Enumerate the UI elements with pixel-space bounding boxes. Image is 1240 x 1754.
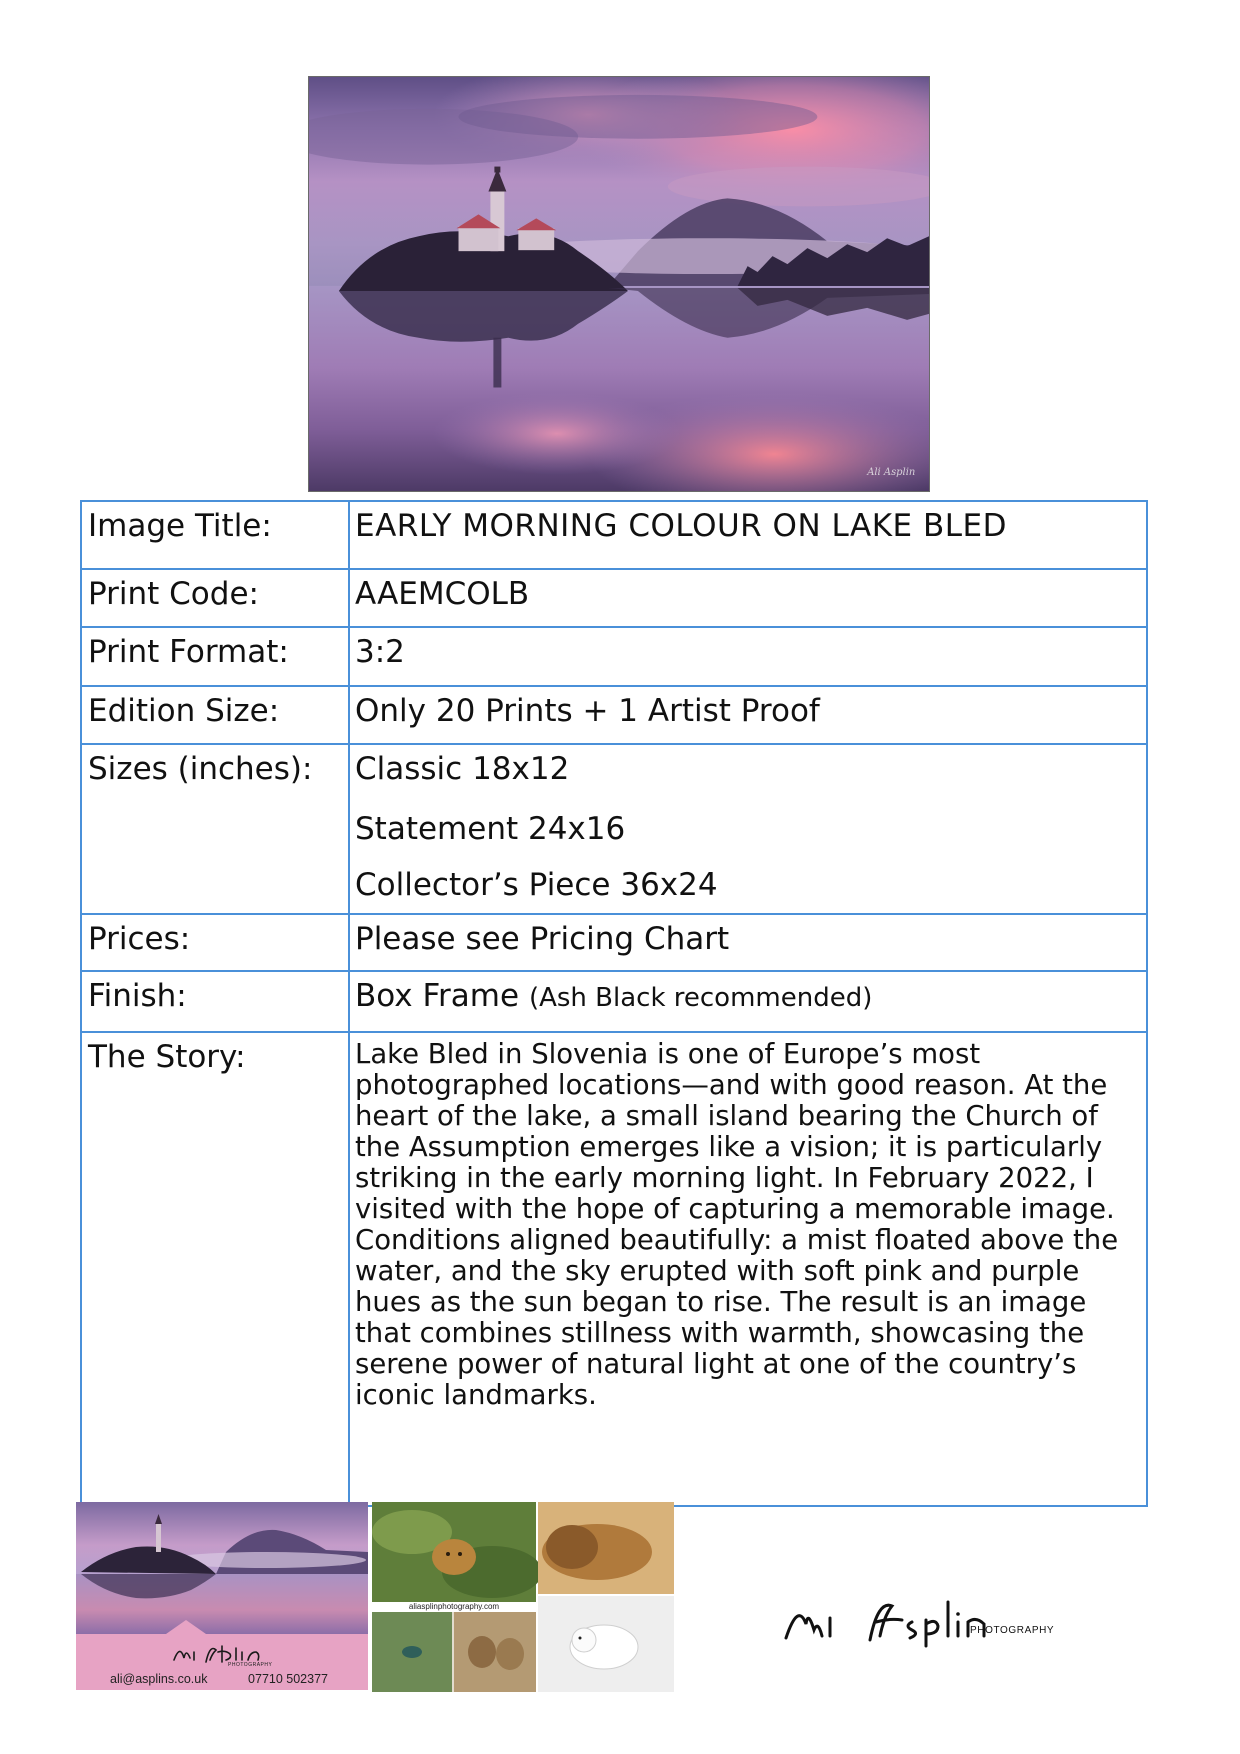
- row-prices: [81, 914, 1147, 971]
- print-format-value: 3:2: [349, 627, 1147, 686]
- prices-label: Prices:: [81, 914, 349, 971]
- row-story: [81, 1032, 1147, 1506]
- story-text: Lake Bled in Slovenia is one of Europe’s most photographed locations—and with good reason. At the heart of the lake, a small island bearing the Church of the Assumption emerges like a vision; it is particularly striking in the early morning light. In February 2022, I visited with the hope of capturing a memorable image. Conditions aligned beautifully: a mist floated above the water, and the sky erupted with soft pink and purple hues as the sun began to rise. The result is an image that combines stillness with warmth, showcasing the serene power of natural light at one of the country’s iconic landmarks.: [355, 1038, 1119, 1411]
- finish-main: Box Frame: [355, 978, 520, 1014]
- row-print-code: [81, 569, 1147, 627]
- signature-logo-icon: [780, 1580, 1070, 1660]
- story-value: [349, 1032, 1147, 1506]
- print-format-label: Print Format:: [81, 627, 349, 686]
- image-title-value: EARLY MORNING COLOUR ON LAKE BLED: [349, 501, 1147, 569]
- size-classic: Classic 18x12: [355, 751, 570, 787]
- business-card-thumbnail: [76, 1502, 368, 1690]
- size-collectors-piece: Collector’s Piece 36x24: [355, 867, 718, 903]
- print-info-table: [80, 500, 1148, 1507]
- card-email: ali@asplins.co.uk: [110, 1672, 208, 1686]
- row-print-format: [81, 627, 1147, 686]
- sizes-value: [349, 744, 1147, 914]
- finish-label: Finish:: [81, 971, 349, 1032]
- finish-value: [349, 971, 1147, 1032]
- print-code-value: AAEMCOLB: [349, 569, 1147, 627]
- card-signature-sub: PHOTOGRAPHY: [228, 1662, 273, 1668]
- svg-text:Ali Asplin: Ali Asplin: [867, 467, 916, 479]
- card-contact-row: [76, 1672, 368, 1686]
- collage-website-url: aliasplinphotography.com: [372, 1602, 536, 1612]
- row-sizes: [81, 744, 1147, 914]
- hero-photo: [308, 76, 930, 492]
- ali-asplin-logo: [780, 1580, 1070, 1660]
- edition-size-value: Only 20 Prints + 1 Artist Proof: [349, 686, 1147, 744]
- row-image-title: [81, 501, 1147, 569]
- story-label: The Story:: [81, 1032, 349, 1506]
- sizes-label: Sizes (inches):: [81, 744, 349, 914]
- size-statement: Statement 24x16: [355, 811, 626, 847]
- row-finish: [81, 971, 1147, 1032]
- wildlife-collage-thumbnail: [372, 1502, 674, 1692]
- lake-bled-photo-icon: [309, 77, 929, 491]
- edition-size-label: Edition Size:: [81, 686, 349, 744]
- finish-note: (Ash Black recommended): [528, 983, 873, 1013]
- prices-value: Please see Pricing Chart: [349, 914, 1147, 971]
- card-phone: 07710 502377: [248, 1672, 328, 1686]
- image-title-label: Image Title:: [81, 501, 349, 569]
- row-edition-size: [81, 686, 1147, 744]
- wildlife-collage-icon: [372, 1502, 674, 1692]
- logo-subtitle: PHOTOGRAPHY: [970, 1625, 1055, 1636]
- print-code-label: Print Code:: [81, 569, 349, 627]
